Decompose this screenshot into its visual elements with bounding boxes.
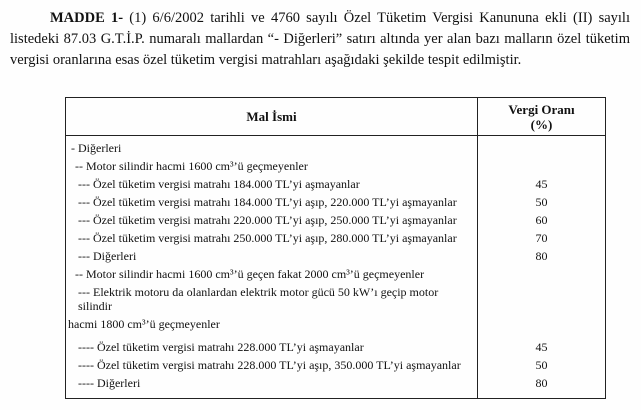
row-value: 50 [478,356,606,374]
row-text: - Diğerleri [71,141,122,155]
col-header-mal-ismi: Mal İsmi [66,98,478,136]
row-text: ---- Diğerleri [78,376,141,390]
table-row [66,265,606,283]
table-row [66,193,606,211]
tax-rate-table [65,97,606,399]
row-text: -- Motor silindir hacmi 1600 cm³’ü geçen fakat 2000 cm³’ü geçmeyenler [75,267,425,281]
row-text: --- Özel tüketim vergisi matrahı 250.000 TL’yi aşıp, 280.000 TL’yi aşmayanlar [78,231,457,245]
row-text: --- Özel tüketim vergisi matrahı 184.000 TL’yi aşıp, 220.000 TL’yi aşmayanlar [78,195,457,209]
row-value [478,315,606,333]
article-number: MADDE 1- [50,10,124,26]
row-value [478,283,606,315]
table-row [66,136,606,158]
table-row [66,333,606,356]
row-value [478,136,606,158]
row-value: 60 [478,211,606,229]
col-header-vergi-orani [478,98,606,136]
table-row [66,356,606,374]
row-text: -- Motor silindir hacmi 1600 cm³’ü geçmeyenler [75,159,308,173]
table-body [66,136,606,399]
row-text: --- Elektrik motoru da olanlardan elektrik motor gücü 50 kW’ı geçip motor silindir [78,285,439,313]
row-text: ---- Özel tüketim vergisi matrahı 228.000 TL’yi aşmayanlar [78,340,364,354]
row-text: hacmi 1800 cm³’ü geçmeyenler [68,317,220,331]
table-row [66,175,606,193]
table-row [66,315,606,333]
table-row [66,247,606,265]
row-text: --- Diğerleri [78,249,137,263]
intro-text: (1) 6/6/2002 tarihli ve 4760 sayılı Özel Tüketim Vergisi Kanununa ekli (II) sayılı listedeki 87.03 G.T.İ.P. numaralı mallardan “- Diğerleri” satırı altında yer alan bazı malların özel tüketim vergisi oranlarına esas özel tüketim vergisi matrahları aşağıdaki şekilde tespit edilmiştir. [10,10,630,68]
row-value: 70 [478,229,606,247]
col-header-vergi-orani-line2: (%) [530,116,553,132]
row-value: 80 [478,247,606,265]
row-text: --- Özel tüketim vergisi matrahı 184.000 TL’yi aşmayanlar [78,177,360,191]
row-text: ---- Özel tüketim vergisi matrahı 228.000 TL’yi aşıp, 350.000 TL’yi aşmayanlar [78,358,461,372]
row-value: 50 [478,193,606,211]
table-row [66,157,606,175]
row-value: 45 [478,175,606,193]
row-value [478,265,606,283]
table-header-row [66,98,606,136]
intro-paragraph [0,0,641,71]
col-header-vergi-orani-line1: Vergi Oranı [508,101,575,117]
row-value: 45 [478,333,606,356]
table-row [66,229,606,247]
row-text: --- Özel tüketim vergisi matrahı 220.000 TL’yi aşıp, 250.000 TL’yi aşmayanlar [78,213,457,227]
row-value: 80 [478,374,606,399]
table-row [66,211,606,229]
table-row [66,283,606,315]
row-value [478,157,606,175]
table-row [66,374,606,399]
